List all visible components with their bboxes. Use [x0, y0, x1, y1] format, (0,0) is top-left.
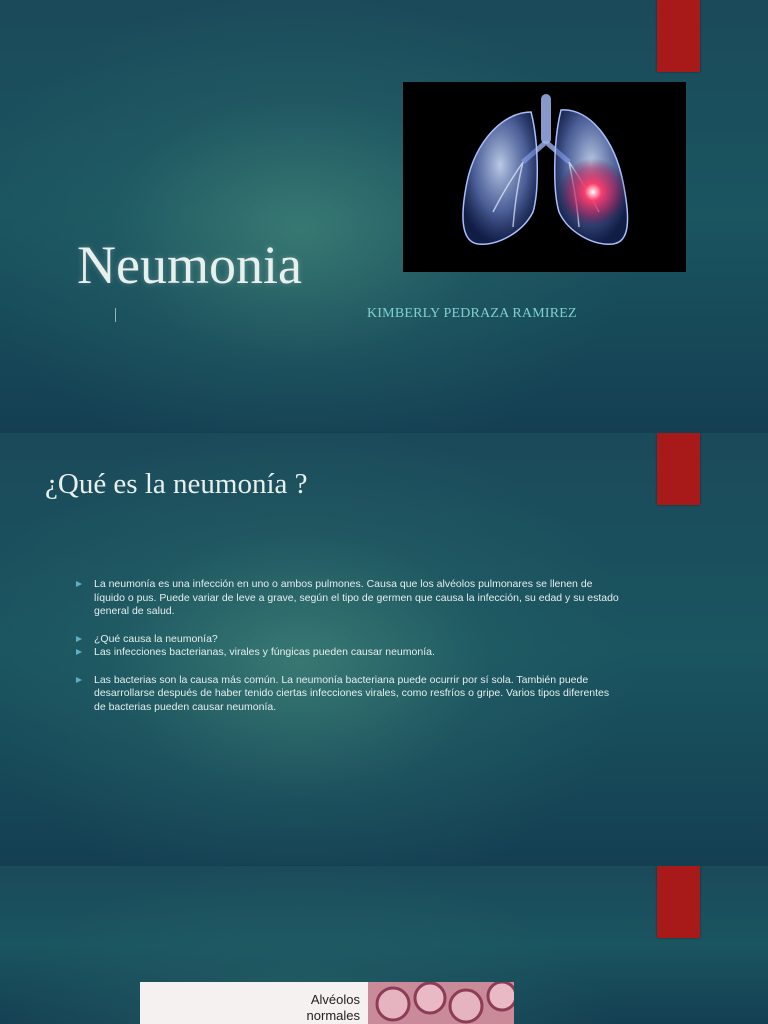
accent-bar [657, 0, 700, 72]
list-item: Las infecciones bacterianas, virales y fúngicas pueden causar neumonía. [76, 646, 621, 660]
list-item: La neumonía es una infección en uno o ambos pulmones. Causa que los alvéolos pulmonares se llenen de líquido o pus. Puede variar de leve a grave, según el tipo de germen que causa la infección, su edad y su estado general de salud. [76, 578, 621, 619]
slide-alveoli [0, 866, 768, 1024]
alveoli-label-line2: normales [306, 1008, 360, 1023]
slide-definition [0, 433, 768, 865]
list-item: Las bacterias son la causa más común. La neumonía bacteriana puede ocurrir por sí sola. También puede desarrollarse después de haber tenido ciertas infecciones virales, como resfríos o gripe. Varios tipos diferentes de bacterias pueden causar neumonía. [76, 674, 621, 715]
alveoli-image [140, 982, 514, 1024]
alveoli-illustration [368, 982, 514, 1024]
slide-heading: ¿Qué es la neumonía ? [45, 468, 308, 500]
alveoli-label-line1: Alvéolos [310, 992, 360, 1007]
subtitle-separator [115, 308, 116, 322]
lungs-xray-image [403, 82, 686, 272]
accent-bar [657, 433, 700, 505]
slide-title [0, 0, 768, 432]
list-item: ¿Qué causa la neumonía? [76, 633, 621, 647]
author-name: KIMBERLY PEDRAZA RAMIREZ [367, 306, 577, 321]
bullet-list [76, 578, 621, 714]
accent-bar [657, 866, 700, 938]
lungs-illustration [403, 82, 686, 272]
alveoli-label [290, 992, 360, 1024]
presentation-title: Neumonia [77, 235, 302, 295]
